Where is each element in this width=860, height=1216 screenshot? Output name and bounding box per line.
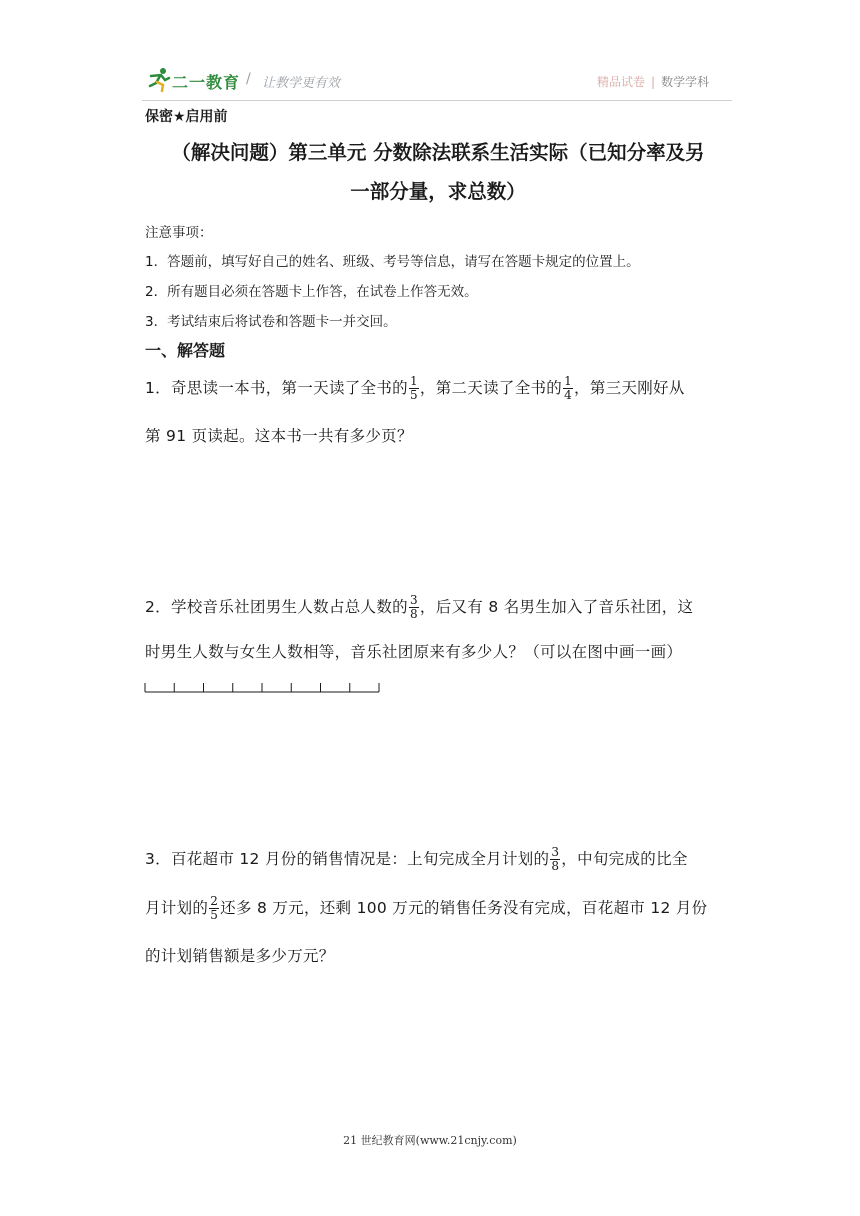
q3-text-c: 月计划的 bbox=[145, 899, 209, 917]
q2-text-a: 2．学校音乐社团男生人数占总人数的 bbox=[145, 598, 408, 616]
logo-brand-text: 二一教育 bbox=[172, 73, 241, 92]
notice-item-2: 2．所有题目必须在答题卡上作答，在试卷上作答无效。 bbox=[145, 284, 478, 300]
header-subject: 数学学科 bbox=[661, 75, 710, 89]
notice-item-1: 1．答题前，填写好自己的姓名、班级、考号等信息，请写在答题卡规定的位置上。 bbox=[145, 254, 640, 270]
notice-heading: 注意事项： bbox=[145, 225, 213, 241]
q1-text-c: ，第三天刚好从 bbox=[574, 379, 685, 397]
header-divider: | bbox=[651, 75, 656, 89]
question-2-line-2: 时男生人数与女生人数相等，音乐社团原来有多少人？（可以在图中画一画） bbox=[145, 643, 683, 661]
confidential-label: 保密★启用前 bbox=[145, 109, 228, 125]
question-1-line-1 bbox=[145, 375, 685, 402]
q1-fraction-1 bbox=[409, 375, 419, 402]
header-right bbox=[597, 73, 709, 90]
logo-slogan: 让教学更有效 bbox=[262, 76, 341, 91]
header-rule bbox=[142, 100, 732, 101]
q2-text-b: ，后又有 8 名男生加入了音乐社团，这 bbox=[419, 598, 694, 616]
page-footer: 21 世纪教育网(www.21cnjy.com) bbox=[343, 1134, 517, 1147]
q3-fraction-2-denominator: 5 bbox=[210, 908, 219, 922]
question-3-line-1 bbox=[145, 846, 688, 873]
q1-text-a: 1．奇思读一本书，第一天读了全书的 bbox=[145, 379, 408, 397]
header-label: 精品试卷 bbox=[597, 75, 646, 89]
q3-text-a: 3．百花超市 12 月份的销售情况是：上旬完成全月计划的 bbox=[145, 850, 550, 868]
q1-fraction-1-denominator: 5 bbox=[409, 388, 418, 402]
question-2-line-1 bbox=[145, 594, 693, 621]
page-title-line-1: （解决问题）第三单元 分数除法联系生活实际（已知分率及另 bbox=[171, 141, 705, 164]
q3-text-d: 还多 8 万元，还剩 100 万元的销售任务没有完成，百花超市 12 月份 bbox=[220, 899, 708, 917]
q3-fraction-2 bbox=[209, 895, 219, 922]
q1-text-b: ，第二天读了全书的 bbox=[419, 379, 563, 397]
q2-fraction-numerator: 3 bbox=[409, 593, 418, 607]
question-1-line-2: 第 91 页读起。这本书一共有多少页？ bbox=[145, 427, 413, 445]
page-title-line-2: 一部分量，求总数） bbox=[350, 180, 526, 203]
q1-fraction-1-numerator: 1 bbox=[409, 374, 418, 388]
q3-fraction-1-denominator: 8 bbox=[551, 859, 560, 873]
brand-logo bbox=[146, 66, 346, 96]
question-3-line-2 bbox=[145, 895, 707, 922]
q3-fraction-1-numerator: 3 bbox=[551, 845, 560, 859]
runner-logo-icon bbox=[146, 66, 172, 92]
q3-text-b: ，中旬完成的比全 bbox=[561, 850, 688, 868]
q3-fraction-1 bbox=[550, 846, 560, 873]
question-3-line-3: 的计划销售额是多少万元？ bbox=[145, 947, 335, 965]
q1-fraction-2-numerator: 1 bbox=[564, 374, 573, 388]
q3-fraction-2-numerator: 2 bbox=[210, 894, 219, 908]
segment-line-diagram bbox=[144, 682, 380, 693]
q2-fraction-denominator: 8 bbox=[409, 607, 418, 621]
logo-separator: / bbox=[246, 71, 251, 87]
notice-item-3: 3．考试结束后将试卷和答题卡一并交回。 bbox=[145, 314, 397, 330]
q2-fraction bbox=[409, 594, 419, 621]
q1-fraction-2-denominator: 4 bbox=[564, 388, 573, 402]
section-heading: 一、解答题 bbox=[145, 341, 226, 360]
q1-fraction-2 bbox=[563, 375, 573, 402]
